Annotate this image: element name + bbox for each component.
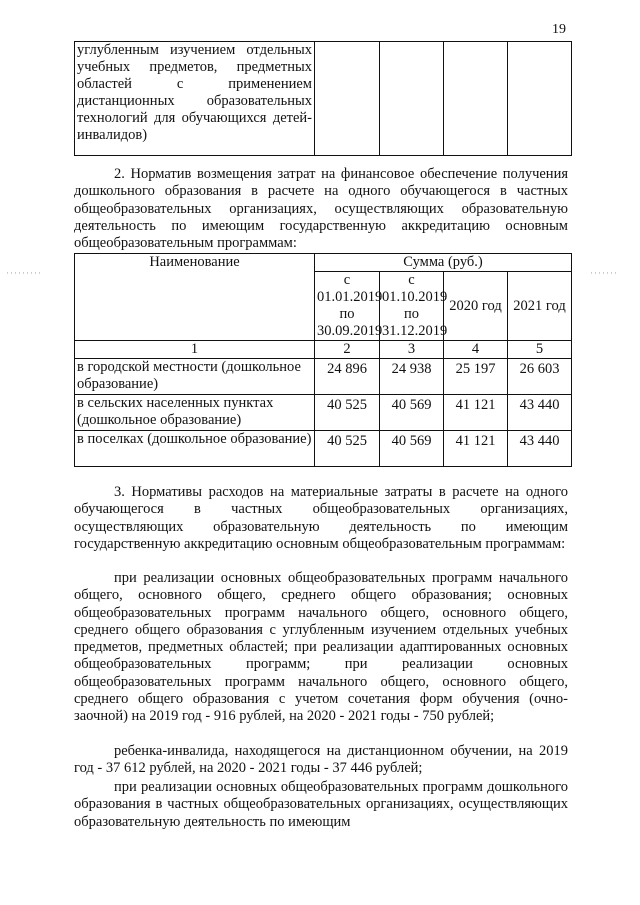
norms-table [74,253,572,467]
section-3-p2-text: ребенка-инвалида, находящегося на дистанционном обучении, на 2019 год - 37 612 рублей, на 2020 - 2021 годы - 37 446 рублей; [74,743,568,777]
row-label: в городской местности (дошкольное образование) [75,359,315,395]
row-value: 40 569 [380,395,444,431]
table-row [75,431,572,467]
table-cell-empty [315,42,380,156]
col-num: 3 [380,341,444,359]
continued-row-text: углубленным изучением отдельных учебных предметов, предметных областей с применением дистанционных образовательных технологий для обучающихся детей-инвалидов) [77,42,312,143]
row-value: 43 440 [508,431,572,467]
table-row [75,395,572,431]
row-value: 40 569 [380,431,444,467]
section-2-paragraph [74,166,568,252]
section-3-paragraph-2 [74,743,568,778]
column-number-row [75,341,572,359]
row-value: 40 525 [315,431,380,467]
row-value: 24 938 [380,359,444,395]
page-number: 19 [552,22,566,37]
row-label: в сельских населенных пунктах (дошкольное образование) [75,395,315,431]
table-header-row [75,254,572,272]
scan-artifact: ········· [6,268,42,278]
table-row [75,42,572,156]
row-value: 24 896 [315,359,380,395]
header-period-1: с 01.01.2019 по 30.09.2019 [315,272,380,341]
table-cell-empty [508,42,572,156]
table-row [75,359,572,395]
col-num: 1 [75,341,315,359]
section-3-intro-text: 3. Нормативы расходов на материальные затраты в расчете на одного обучающегося в частных общеобразовательных организациях, осуществляющих образовательную деятельность по имеющим государственную аккредитацию основным общеобразовательным программам: [74,484,568,552]
section-3-intro [74,484,568,553]
col-num: 4 [444,341,508,359]
section-3-paragraph-3 [74,779,568,831]
header-sum: Сумма (руб.) [315,254,572,272]
continued-table [74,41,572,156]
row-value: 43 440 [508,395,572,431]
col-num: 5 [508,341,572,359]
section-3-paragraph-1 [74,570,568,726]
row-value: 41 121 [444,395,508,431]
row-value: 41 121 [444,431,508,467]
section-3-p3-text: при реализации основных общеобразовательных программ дошкольного образования в частных общеобразовательных организациях, осуществляющих образовательную деятельность по имеющим [74,779,568,830]
col-num: 2 [315,341,380,359]
header-year-2021: 2021 год [508,272,572,341]
section-3-p1-text: при реализации основных общеобразовательных программ начального общего, основного общего, среднего общего образования; основных общеобразовательных программ начального общего, основного общего, среднего общего образования с углубленным изучением отдельных учебных предметов, предметных областей; при реализации адаптированных основных общеобразовательных программ; при реализации основных общеобразовательных программ начального общего, основного общего, среднего общего образования с учетом сочетания форм обучения (очно-заочной) на 2019 год - 916 рублей, на 2020 - 2021 годы - 750 рублей; [74,570,568,725]
row-value: 26 603 [508,359,572,395]
row-value: 40 525 [315,395,380,431]
header-period-2: с 01.10.2019 по 31.12.2019 [380,272,444,341]
scan-artifact: ······· [590,268,618,278]
row-label: в поселках (дошкольное образование) [75,431,315,467]
table-cell-empty [380,42,444,156]
header-name: Наименование [75,254,315,341]
table-cell-text [75,42,315,156]
section-2-text: 2. Норматив возмещения затрат на финансовое обеспечение получения дошкольного образования в расчете на одного обучающегося в частных общеобразовательных организациях, осуществляющих образовательную деятельность по имеющим государственную аккредитацию основным общеобразовательным программам: [74,166,568,252]
header-year-2020: 2020 год [444,272,508,341]
row-value: 25 197 [444,359,508,395]
table-cell-empty [444,42,508,156]
